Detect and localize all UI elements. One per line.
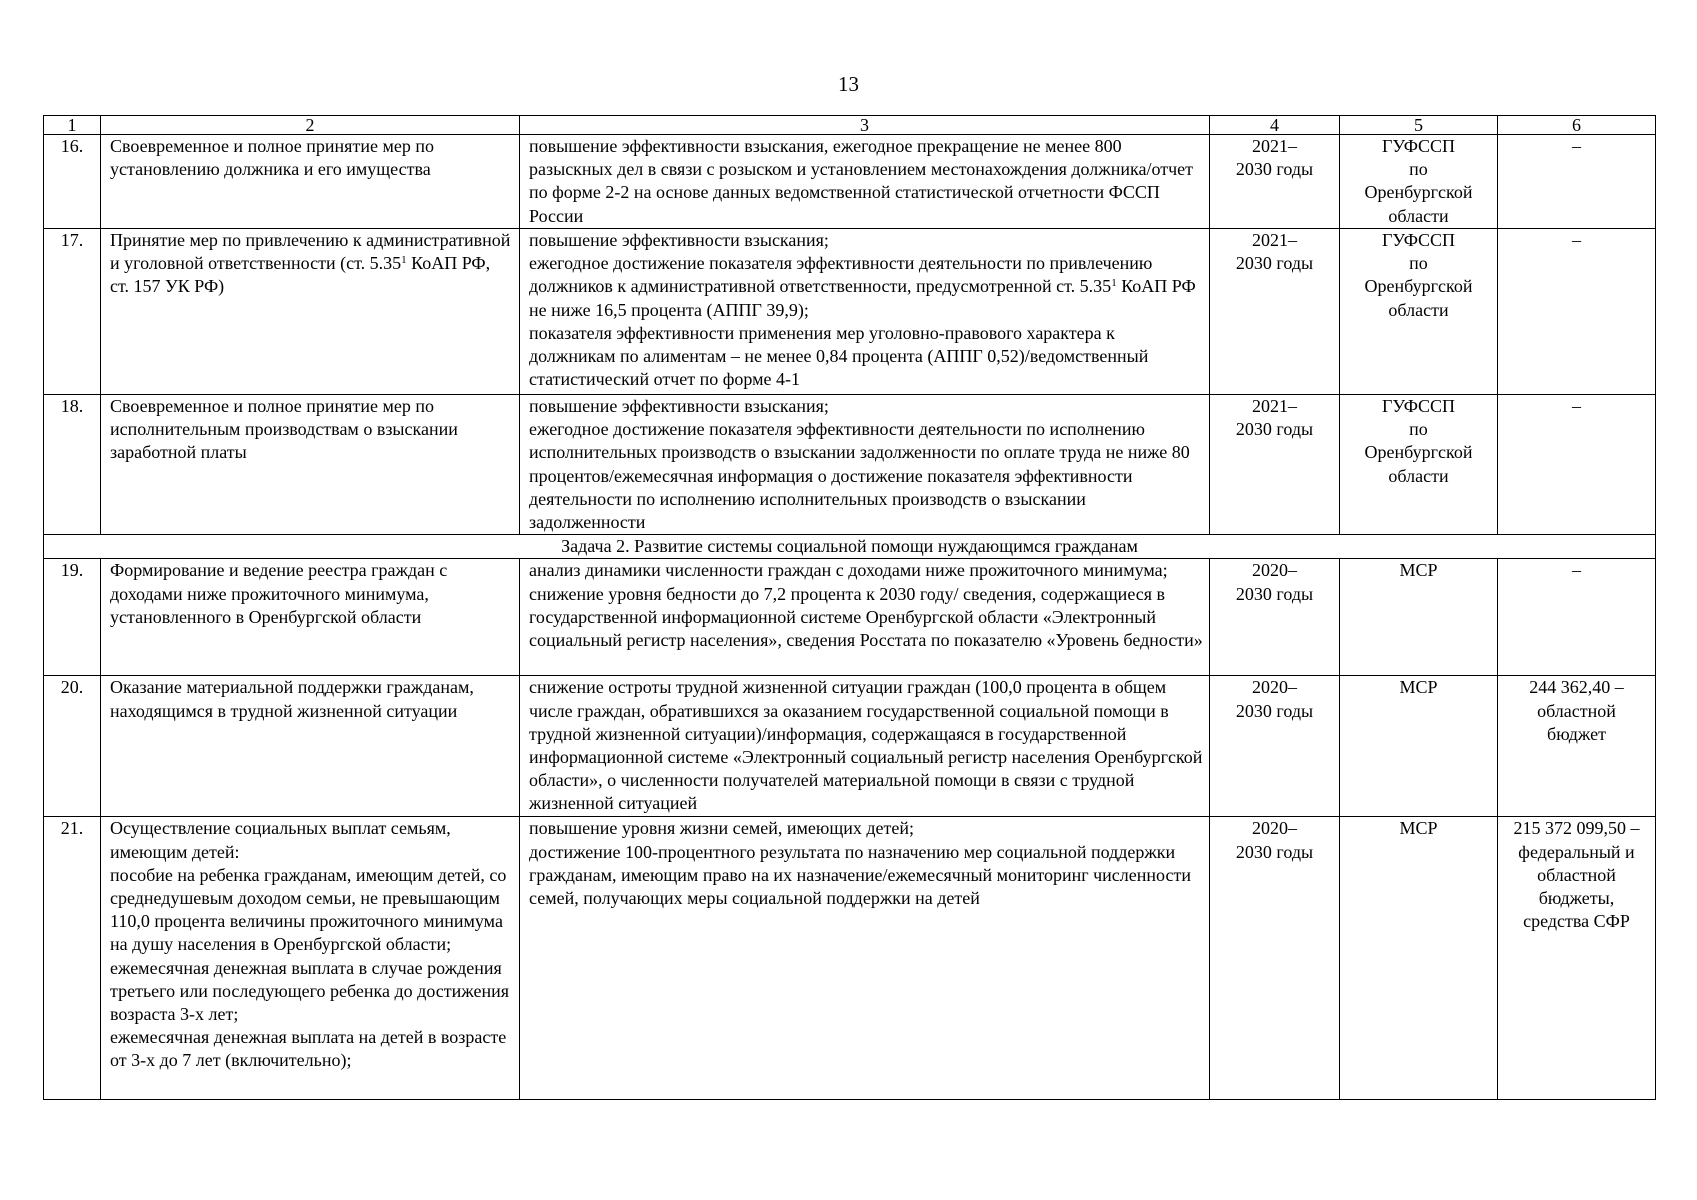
result-cell: повышение эффективности взыскания, ежегодное прекращение не менее 800 разыскных дел в связи с розыском и установлением местонахождения должника/отчет по форме 2-2 на основе данных ведомственной статистической отчетности ФССП России [520,135,1210,229]
executor-cell: ГУФССП по Оренбургской области [1340,395,1498,535]
table-row [44,135,1656,229]
column-header: 3 [520,116,1210,135]
executor-cell: МСР [1340,817,1498,1100]
page-number: 13 [838,72,859,96]
column-header: 4 [1210,116,1340,135]
measure-cell: Осуществление социальных выплат семьям, имеющим детей: пособие на ребенка гражданам, имеющим детей, со среднедушевым доходом семьи, не превышающим 110,0 процента величины прожиточного минимума на душу населения в Оренбургской области; ежемесячная денежная выплата в случае рождения третьего или последующего ребенка до достижения возраста 3-х лет; ежемесячная денежная выплата на детей в возрасте от 3-х до 7 лет (включительно); [101,817,520,1100]
column-header: 1 [44,116,101,135]
period-cell: 2020– 2030 годы [1210,817,1340,1100]
measure-cell [101,229,520,395]
result-cell [520,229,1210,395]
column-header: 6 [1498,116,1656,135]
period-cell: 2020– 2030 годы [1210,676,1340,817]
measure-cell: Своевременное и полное принятие мер по исполнительным производствам о взыскании заработной платы [101,395,520,535]
funding-cell: – [1498,135,1656,229]
table-row [44,817,1656,1100]
result-text: повышение эффективности взыскания; ежегодное достижение показателя эффективности деятельности по привлечению должников к административной ответственности, предусмотренной ст. 5.35 [529,230,1153,297]
result-cell: снижение остроты трудной жизненной ситуации граждан (100,0 процента в общем числе граждан, обратившихся за оказанием государственной социальной помощи в трудной жизненной ситуации)/информация, содержащаяся в государственной информационной системе «Электронный социальный регистр населения Оренбургской области», о численности получателей материальной помощи в связи с трудной жизненной ситуацией [520,676,1210,817]
row-number: 19. [44,559,101,676]
table-header-row [44,116,1656,135]
funding-cell: 244 362,40 – областной бюджет [1498,676,1656,817]
period-cell: 2021– 2030 годы [1210,135,1340,229]
measure-cell: Оказание материальной поддержки гражданам, находящимся в трудной жизненной ситуации [101,676,520,817]
program-measures-table [43,115,1656,1100]
table-row [44,676,1656,817]
funding-cell: – [1498,395,1656,535]
result-cell: повышение уровня жизни семей, имеющих детей; достижение 100-процентного результата по назначению мер социальной поддержки гражданам, имеющим право на их назначение/ежемесячный мониторинг численности семей, получающих меры социальной поддержки на детей [520,817,1210,1100]
task-heading: Задача 2. Развитие системы социальной помощи нуждающимся гражданам [44,535,1656,559]
executor-cell: ГУФССП по Оренбургской области [1340,229,1498,395]
table-row [44,559,1656,676]
superscript: 1 [401,254,407,267]
period-cell: 2021– 2030 годы [1210,395,1340,535]
measure-cell: Формирование и ведение реестра граждан с доходами ниже прожиточного минимума, установленного в Оренбургской области [101,559,520,676]
row-number: 16. [44,135,101,229]
funding-cell: 215 372 099,50 – федеральный и областной бюджеты, средства СФР [1498,817,1656,1100]
task-row [44,535,1656,559]
result-cell: повышение эффективности взыскания; ежегодное достижение показателя эффективности деятельности по исполнению исполнительных производств о взыскании задолженности по оплате труда не ниже 80 процентов/ежемесячная информация о достижение показателя эффективности деятельности по исполнению исполнительных производств о взыскании задолженности [520,395,1210,535]
measure-cell: Своевременное и полное принятие мер по установлению должника и его имущества [101,135,520,229]
row-number: 21. [44,817,101,1100]
measure-text: Принятие мер по привлечению к административной и уголовной ответственности (ст. 5.35 [110,230,511,274]
result-text: КоАП РФ не ниже 16,5 процента (АППГ 39,9); показателя эффективности применения мер уголовно-правового характера к должникам по алиментам – не менее 0,84 процента (АППГ 0,52)/ведомственный статистический отчет по форме 4-1 [529,276,1196,390]
row-number: 20. [44,676,101,817]
column-header: 2 [101,116,520,135]
row-number: 17. [44,229,101,395]
period-cell: 2021– 2030 годы [1210,229,1340,395]
table-row [44,395,1656,535]
column-header: 5 [1340,116,1498,135]
table-row [44,229,1656,395]
executor-cell: МСР [1340,559,1498,676]
executor-cell: ГУФССП по Оренбургской области [1340,135,1498,229]
result-cell: анализ динамики численности граждан с доходами ниже прожиточного минимума; снижение уровня бедности до 7,2 процента к 2030 году/ сведения, содержащиеся в государственной информационной системе Оренбургской области «Электронный социальный регистр населения», сведения Росстата по показателю «Уровень бедности» [520,559,1210,676]
measure-text: КоАП РФ, ст. 157 УК РФ) [110,253,491,297]
executor-cell: МСР [1340,676,1498,817]
period-cell: 2020– 2030 годы [1210,559,1340,676]
funding-cell: – [1498,559,1656,676]
row-number: 18. [44,395,101,535]
superscript: 1 [1111,277,1117,290]
funding-cell: – [1498,229,1656,395]
